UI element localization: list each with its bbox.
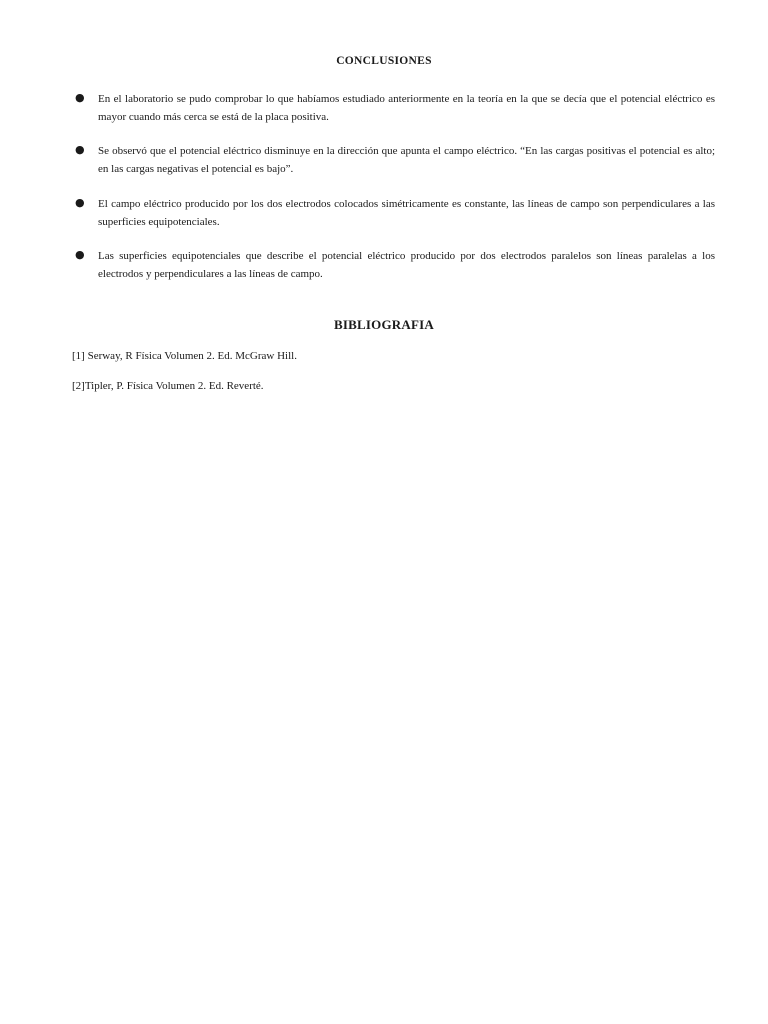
conclusiones-heading: CONCLUSIONES bbox=[336, 55, 432, 67]
bullet-icon: ● bbox=[75, 196, 85, 209]
conclusion-text: Se observó que el potencial eléctrico disminuye en la dirección que apunta el campo eléctrico. “En las cargas positivas el potencial es alto; en las cargas negativas el potencial es bajo”. bbox=[98, 145, 715, 175]
bibliografia-heading: BIBLIOGRAFIA bbox=[334, 317, 434, 332]
conclusion-text: Las superficies equipotenciales que describe el potencial eléctrico producido por dos electrodos paralelos son líneas paralelas a los electrodos y perpendiculares a las líneas de campo. bbox=[98, 250, 715, 280]
reference-item: [1] Serway, R Física Volumen 2. Ed. McGraw Hill. bbox=[72, 350, 297, 362]
bullet-icon: ● bbox=[75, 248, 85, 261]
bullet-icon: ● bbox=[75, 91, 85, 104]
conclusion-text: El campo eléctrico producido por los dos electrodos colocados simétricamente es constante, las líneas de campo son perpendiculares a las superficies equipotenciales. bbox=[98, 198, 715, 228]
conclusion-text: En el laboratorio se pudo comprobar lo que habíamos estudiado anteriormente en la teoría en la que se decía que el potencial eléctrico es mayor cuando más cerca se está de la placa positiva. bbox=[98, 93, 715, 123]
reference-item: [2]Tipler, P. Física Volumen 2. Ed. Reverté. bbox=[72, 380, 264, 392]
bullet-icon: ● bbox=[75, 143, 85, 156]
